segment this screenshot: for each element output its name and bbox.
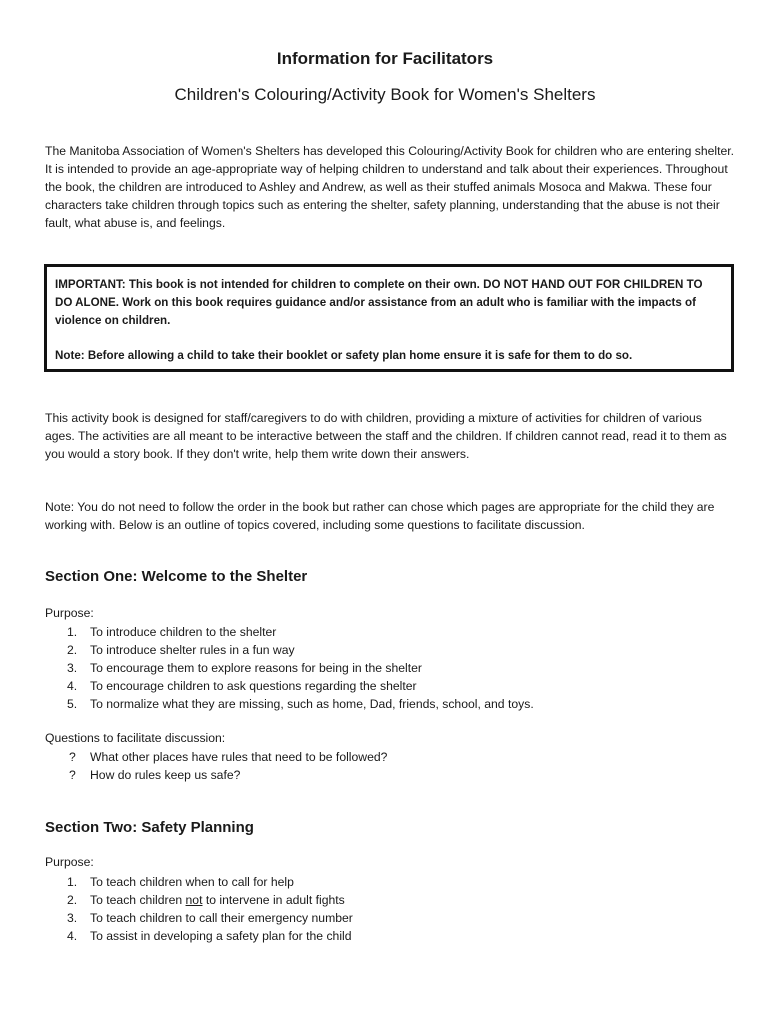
list-item: 3. To teach children to call their emergency number (67, 911, 353, 925)
list-item: 5. To normalize what they are missing, such as home, Dad, friends, school, and toys. (67, 697, 534, 711)
section-one-heading: Section One: Welcome to the Shelter (45, 568, 308, 585)
activity-paragraph: This activity book is designed for staff/caregivers to do with children, providing a mixture of activities for children of various ages. The activities are all meant to be interactive between the staff and the children. If children cannot read, read it to them as you would a story book. If they don't write, help them write down their answers. (45, 411, 727, 461)
list-item: 1. To introduce children to the shelter (67, 625, 277, 639)
list-item: ? How do rules keep us safe? (69, 768, 241, 782)
section-two-heading: Section Two: Safety Planning (45, 819, 254, 836)
section-one-questions-list (45, 748, 387, 784)
list-item: 4. To encourage children to ask questions regarding the shelter (67, 679, 417, 693)
section-two-purpose-list (45, 873, 353, 945)
page-title: Information for Facilitators (276, 49, 494, 68)
important-notice-box (44, 264, 734, 372)
list-item: 2. To introduce shelter rules in a fun way (67, 643, 295, 657)
important-notice-text: IMPORTANT: This book is not intended for children to complete on their own. DO NOT HAND OUT FOR CHILDREN TO DO ALONE. Work on this book requires guidance and/or assistance from an adult who is familiar with the impacts of violence on children. (55, 278, 703, 327)
page-subtitle: Children's Colouring/Activity Book for Women's Shelters (174, 85, 596, 104)
section-one-purpose-list (45, 623, 534, 713)
section-two-purpose-label: Purpose: (45, 855, 94, 869)
intro-paragraph: The Manitoba Association of Women's Shelters has developed this Colouring/Activity Book for children who are entering shelter. It is intended to provide an age-appropriate way of helping children to understand and talk about their experiences. Throughout the book, the children are introduced to Ashley and Andrew, as well as their stuffed animals Mosoca and Makwa. These four characters take children through topics such as entering the shelter, safety planning, understanding that the abuse is not their fault, what abuse is, and feelings. (45, 144, 735, 230)
section-one-questions-label: Questions to facilitate discussion: (45, 731, 226, 745)
order-note-paragraph: Note: You do not need to follow the order in the book but rather can chose which pages are appropriate for the child they are working with. Below is an outline of topics covered, including some questions to facilitate discussion. (45, 500, 715, 532)
safety-note-text: Note: Before allowing a child to take their booklet or safety plan home ensure it is safe for them to do so. (55, 349, 633, 362)
list-item: 1. To teach children when to call for help (67, 875, 294, 889)
section-one-purpose-label: Purpose: (45, 606, 94, 620)
list-item: ? What other places have rules that need to be followed? (69, 750, 388, 764)
list-item: 4. To assist in developing a safety plan for the child (67, 929, 352, 943)
list-item: 2. To teach children not to intervene in adult fights (67, 893, 345, 907)
list-item: 3. To encourage them to explore reasons for being in the shelter (67, 661, 422, 675)
